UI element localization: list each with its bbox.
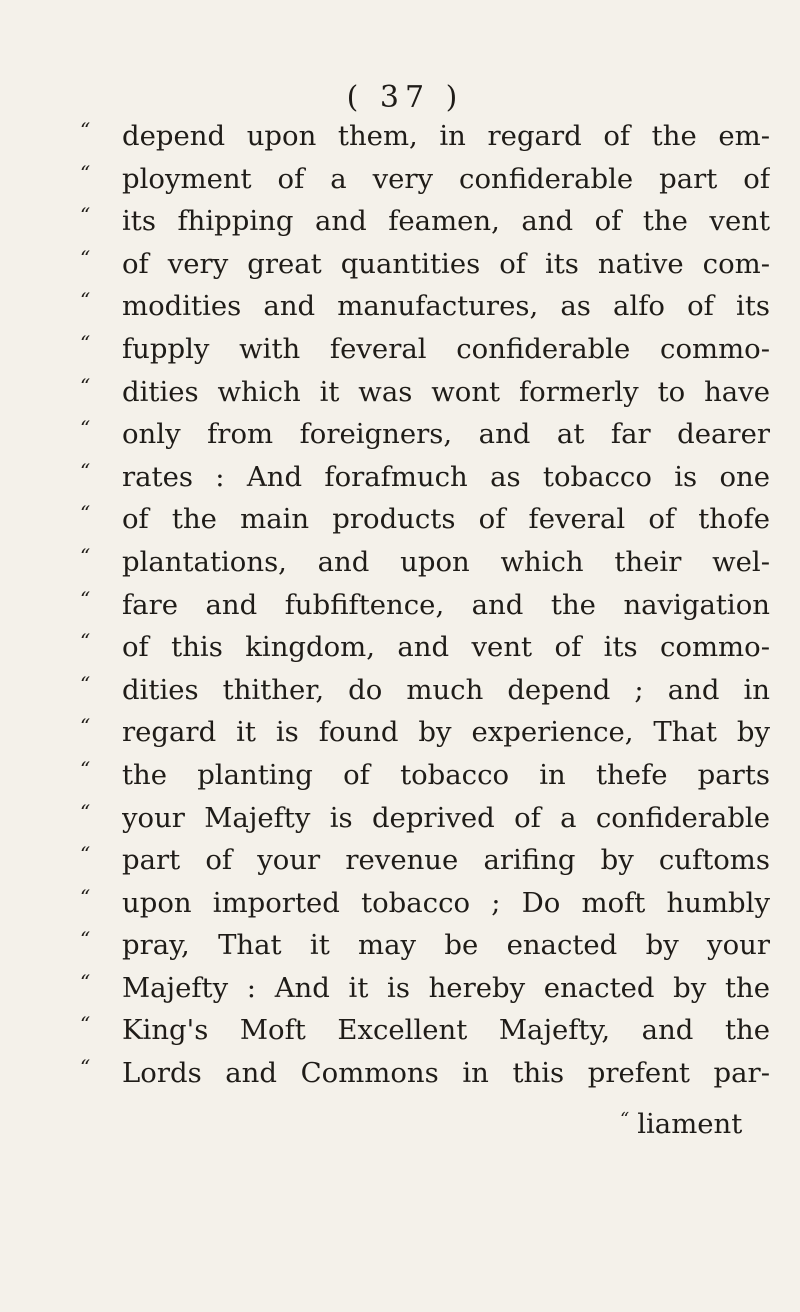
line-text: regard it is found by experience, That by bbox=[122, 716, 770, 749]
text-line bbox=[80, 503, 770, 546]
text-line bbox=[80, 631, 770, 674]
text-line bbox=[80, 756, 770, 802]
quote-mark: “ bbox=[80, 245, 91, 270]
quote-mark: “ bbox=[80, 756, 91, 781]
text-line bbox=[80, 543, 770, 589]
text-line bbox=[80, 671, 770, 717]
quote-mark: “ bbox=[80, 969, 91, 994]
text-line bbox=[80, 884, 770, 930]
line-text: ployment of a very confiderable part of bbox=[122, 162, 770, 195]
quote-mark: “ bbox=[80, 884, 91, 909]
line-text: dities which it was wont formerly to have bbox=[122, 375, 770, 408]
line-text: King's Moft Excellent Majefty, and the bbox=[122, 1014, 770, 1047]
text-line bbox=[80, 969, 770, 1015]
catchword-text: liament bbox=[637, 1108, 743, 1140]
line-text: pray, That it may be enacted by your bbox=[122, 929, 770, 962]
quote-mark: “ bbox=[620, 1109, 630, 1130]
text-line bbox=[80, 120, 770, 163]
line-text: your Majefty is deprived of a confiderable bbox=[122, 801, 770, 834]
quote-mark: “ bbox=[80, 288, 91, 313]
text-line bbox=[80, 245, 770, 291]
text-line bbox=[80, 418, 770, 461]
quote-mark: “ bbox=[80, 118, 91, 142]
line-text: its fhipping and feamen, and of the vent bbox=[122, 205, 770, 238]
line-text: plantations, and upon which their wel- bbox=[122, 545, 770, 578]
line-text: of very great quantities of its native com- bbox=[122, 247, 770, 280]
quote-mark: “ bbox=[80, 927, 91, 952]
text-line bbox=[80, 586, 770, 632]
line-text: Lords and Commons in this prefent par- bbox=[122, 1057, 770, 1090]
quote-mark: “ bbox=[80, 799, 91, 824]
quote-mark: “ bbox=[80, 543, 91, 568]
text-line bbox=[80, 1057, 770, 1100]
line-text: only from foreigners, and at far dearer bbox=[122, 418, 770, 451]
catchword bbox=[620, 1108, 742, 1140]
line-text: rates : And forafmuch as tobacco is one bbox=[122, 460, 770, 493]
text-line bbox=[80, 458, 770, 504]
quote-mark: “ bbox=[80, 1012, 91, 1037]
quote-mark: “ bbox=[80, 203, 91, 228]
text-line bbox=[80, 844, 770, 887]
quote-mark: “ bbox=[80, 671, 91, 696]
line-text: depend upon them, in regard of the em- bbox=[122, 120, 770, 152]
line-text: modities and manufactures, as alfo of its bbox=[122, 290, 770, 323]
quote-mark: “ bbox=[80, 629, 91, 654]
text-line bbox=[80, 205, 770, 248]
text-line bbox=[80, 716, 770, 759]
text-line bbox=[80, 799, 770, 845]
text-line bbox=[80, 290, 770, 333]
text-line bbox=[80, 1014, 770, 1057]
quote-mark: “ bbox=[80, 373, 91, 398]
quote-mark: “ bbox=[80, 842, 91, 867]
text-line bbox=[80, 160, 770, 206]
line-text: Majefty : And it is hereby enacted by the bbox=[122, 971, 770, 1004]
line-text: fare and fubfiftence, and the navigation bbox=[122, 588, 770, 621]
quote-mark: “ bbox=[80, 1055, 91, 1080]
line-text: of this kingdom, and vent of its commo- bbox=[122, 631, 770, 664]
quote-mark: “ bbox=[80, 714, 91, 739]
page-number: ( 37 ) bbox=[346, 80, 464, 115]
quote-mark: “ bbox=[80, 160, 91, 185]
quote-mark: “ bbox=[80, 330, 91, 355]
quote-mark: “ bbox=[80, 586, 91, 611]
quote-mark: “ bbox=[80, 458, 91, 483]
line-text: fupply with feveral confiderable commo- bbox=[122, 332, 770, 365]
line-text: upon imported tobacco ; Do moft humbly bbox=[122, 886, 770, 919]
text-line bbox=[80, 929, 770, 972]
quote-mark: “ bbox=[80, 501, 91, 526]
quote-mark: “ bbox=[80, 416, 91, 441]
text-line bbox=[80, 330, 770, 376]
body-text bbox=[80, 120, 770, 1100]
line-text: of the main products of feveral of thofe bbox=[122, 503, 770, 536]
line-text: dities thither, do much depend ; and in bbox=[122, 673, 770, 706]
text-line bbox=[80, 373, 770, 419]
line-text: the planting of tobacco in thefe parts bbox=[122, 758, 770, 791]
line-text: part of your revenue arifing by cuftoms bbox=[122, 844, 770, 877]
